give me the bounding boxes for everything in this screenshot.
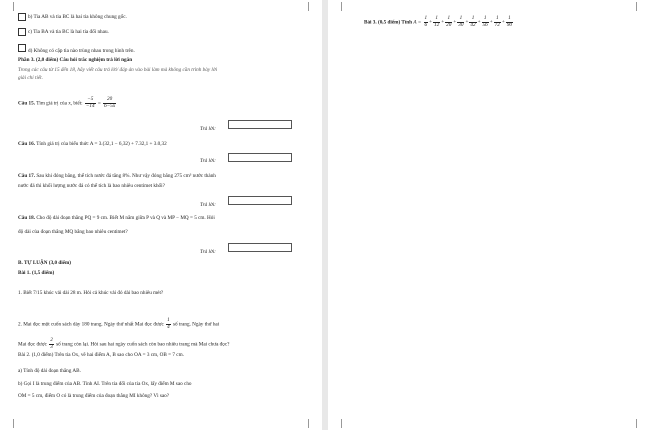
- part-b-title: B. TỰ LUẬN (3,0 điểm): [18, 260, 72, 266]
- q15-frac1-den: −14: [85, 102, 95, 109]
- bai3-plus-sign: +: [429, 19, 433, 26]
- q18-answer-box[interactable]: [228, 243, 292, 252]
- bai3-term-numerator: 1: [494, 16, 501, 23]
- bai3-term-numerator: 1: [506, 16, 513, 23]
- bai1-item-2-a: 2. Mai đọc một cuốn sách dày 180 trang. Ngày thứ nhất Mai đọc được: [18, 321, 164, 328]
- bai1-item-2-c: Mai đọc được: [18, 341, 47, 348]
- q15-fraction-1: [85, 97, 96, 109]
- bai3-term-numerator: 1: [424, 15, 428, 21]
- bai1-item-2-line-2: [18, 338, 229, 350]
- crop-mark: [4, 2, 14, 11]
- question-18-text-2: độ dài của đoạn thẳng MQ bằng bao nhiêu centimet?: [18, 229, 128, 235]
- bai1-item-2-d: số trang còn lại. Hỏi sau hai ngày cuốn sách còn bao nhiêu trang mà Mai chưa đọc?: [56, 341, 230, 348]
- q15-answer-box[interactable]: [228, 120, 292, 129]
- question-16-number: Câu 16.: [18, 141, 36, 147]
- option-b-checkbox[interactable]: [18, 13, 26, 21]
- q15-frac1-num: −5: [85, 97, 96, 104]
- bai1-2-frac2-num: 2: [50, 337, 53, 343]
- bai2-item-b-2: OM = 5 cm, điểm O có là trung điểm của đoạn thẳng MI không? Vì sao?: [18, 393, 170, 399]
- bai3-term-denominator: 6: [424, 21, 428, 28]
- bai3-term-fraction: [445, 16, 452, 28]
- bai3-expression: [423, 15, 514, 28]
- bai1-2-fraction-2: [49, 338, 54, 350]
- option-c-text: c) Tia BA và tia BC là hai tia đối nhau.: [28, 29, 109, 35]
- bai3-term-fraction: [424, 16, 429, 28]
- q15-fraction-2: [103, 97, 116, 109]
- q16-answer-label: Trả lời:: [200, 158, 216, 164]
- question-17-text: Sau khi đóng băng, thể tích nước đá tăng 8%. Như vậy đóng băng 275 cm³ nước thành: [36, 173, 216, 179]
- q17-answer-label: Trả lời:: [200, 202, 216, 208]
- bai3-label: Bài 3. (0,5 điểm) Tính: [364, 19, 413, 26]
- bai3-term-fraction: [457, 16, 464, 28]
- bai3-term-fraction: [469, 16, 476, 28]
- question-18-number: Câu 18.: [18, 215, 36, 221]
- bai3-plus-sign: +: [441, 19, 445, 26]
- question-16-text: Tính giá trị của biểu thức A = 3.(32,1 − 6,32) + 7.32,1 + 3.0,32: [36, 141, 167, 147]
- crop-mark: [4, 419, 14, 428]
- q15-answer-label: Trả lời:: [200, 126, 216, 132]
- part3-title: Phần 3. (2,0 điểm) Câu hỏi trắc nghiệm trả lời ngắn: [18, 57, 133, 63]
- question-17-number: Câu 17.: [18, 173, 36, 179]
- bai3-term-numerator: 1: [457, 16, 464, 23]
- bai3-term-denominator: 72: [494, 21, 500, 28]
- bai3-term-fraction: [494, 16, 501, 28]
- bai3-term-numerator: 1: [482, 16, 489, 23]
- bai2-item-a: a) Tính độ dài đoạn thẳng AB.: [18, 368, 81, 374]
- crop-mark: [636, 2, 646, 11]
- bai3-plus-sign: +: [453, 19, 457, 26]
- question-16: [18, 141, 167, 147]
- question-15-text: Tìm giá trị của x, biết:: [36, 100, 83, 107]
- question-18: [18, 215, 215, 221]
- q15-equals: =: [97, 100, 101, 107]
- question-17-text-2: nước đá thì khối lượng nước đá có thể tích là bao nhiêu centimet khối?: [18, 183, 165, 189]
- bai1-2-frac-num: 1: [167, 317, 170, 323]
- option-c-checkbox[interactable]: [18, 28, 26, 36]
- bai3-plus-sign: +: [501, 19, 505, 26]
- option-d-checkbox[interactable]: [18, 44, 26, 52]
- bai3-term-denominator: 90: [506, 21, 512, 28]
- bai2-item-b: b) Gọi I là trung điểm của AB. Tính AI. Trên tia đối của tia Ox, lấy điểm M sao cho: [18, 381, 192, 387]
- right-page: [328, 0, 650, 430]
- bai3-term-denominator: 20: [446, 21, 452, 28]
- bai3-plus-sign: +: [465, 19, 469, 26]
- option-d-text: d) Không có cặp tia nào trùng nhau trong hình trên.: [28, 48, 135, 54]
- q15-frac2-num: 20: [103, 97, 116, 104]
- bai3-term-denominator: 30: [458, 21, 464, 28]
- question-18-text: Cho độ dài đoạn thẳng PQ = 9 cm. Biết M nằm giữa P và Q và MP − MQ = 5 cm. Hỏi: [36, 215, 215, 221]
- bai3-expr-prefix: A =: [413, 19, 422, 26]
- bai3-plus-sign: +: [477, 19, 481, 26]
- bai3-term-fraction: [433, 16, 440, 28]
- bai1-2-frac2-den: 3: [50, 343, 53, 350]
- part3-instructions: Trong các câu từ 15 đến 18, hãy viết câu trả lời/ đáp án vào bài làm mà không cần trình bày lời: [18, 67, 218, 73]
- question-15-number: Câu 15.: [18, 100, 36, 107]
- bai3-term-numerator: 1: [469, 16, 476, 23]
- bai3-term-denominator: 12: [434, 21, 440, 28]
- part3-instructions-2: giải chi tiết.: [18, 75, 43, 81]
- bai3-term-fraction: [506, 16, 513, 28]
- crop-mark: [332, 2, 342, 11]
- bai2-title: Bài 2. (1,0 điểm) Trên tia Ox, vẽ hai điểm A, B sao cho OA = 3 cm, OB = 7 cm.: [18, 352, 184, 358]
- bai1-title: Bài 1. (1,5 điểm): [18, 270, 55, 276]
- q17-answer-box[interactable]: [228, 196, 292, 205]
- bai1-item-1: [18, 290, 163, 296]
- question-15: [18, 97, 117, 109]
- q16-answer-box[interactable]: [228, 153, 292, 162]
- bai3-term-fraction: [482, 16, 489, 28]
- option-b-text: b) Tia AB và tia BC là hai tia không chung gốc.: [28, 14, 127, 20]
- crop-mark: [636, 419, 646, 428]
- crop-mark: [308, 2, 318, 11]
- crop-mark: [308, 419, 318, 428]
- bai1-item-2-b: số trang. Ngày thứ hai: [173, 321, 220, 328]
- bai1-item-1-text: 1. Biết 7/15 khúc vải dài 28 m. Hỏi cả khúc vải đó dài bao nhiêu mét?: [18, 290, 164, 296]
- bai1-2-fraction: [166, 318, 171, 330]
- bai3-plus-sign: +: [489, 19, 493, 26]
- bai1-2-frac-den: 4: [167, 323, 170, 330]
- bai3: [364, 16, 514, 28]
- crop-mark: [332, 419, 342, 428]
- bai3-term-denominator: 56: [482, 21, 488, 28]
- q18-answer-label: Trả lời:: [200, 249, 216, 255]
- left-page: [0, 0, 322, 430]
- bai3-term-denominator: 42: [470, 21, 476, 28]
- bai3-term-numerator: 1: [433, 16, 440, 23]
- q15-frac2-den: 6−5x: [104, 102, 116, 109]
- question-17: [18, 173, 216, 179]
- bai1-item-2-line-1: [18, 318, 219, 330]
- bai3-term-numerator: 1: [445, 16, 452, 23]
